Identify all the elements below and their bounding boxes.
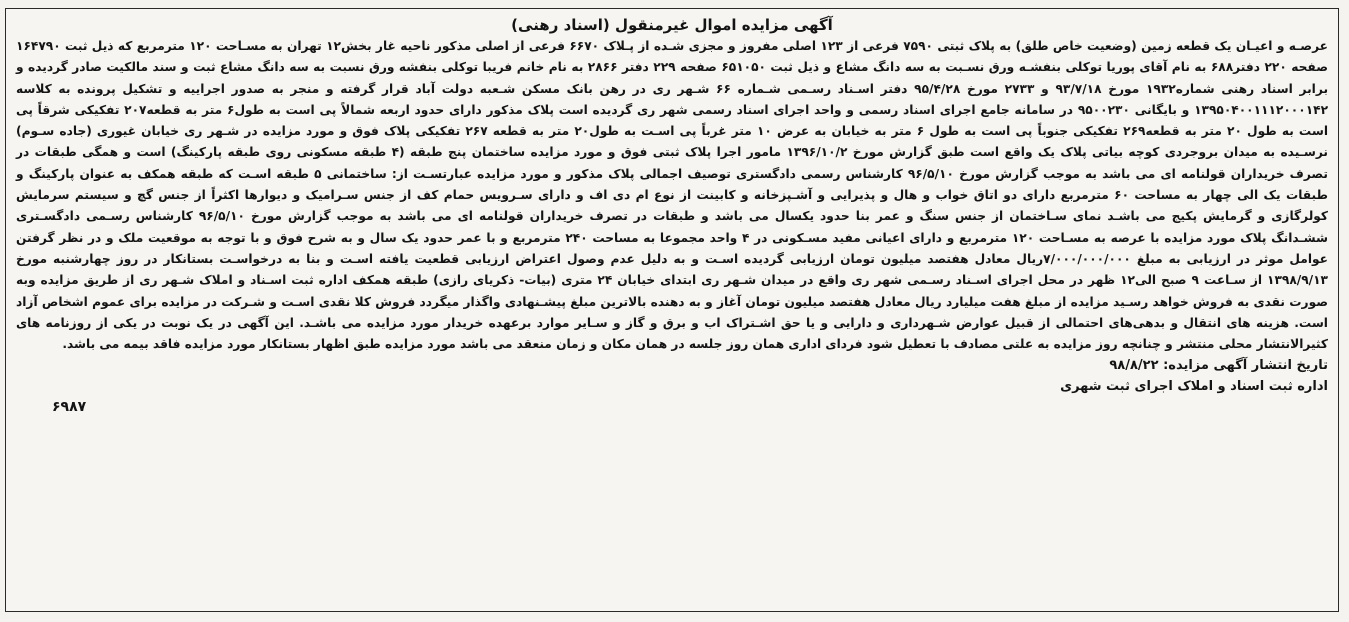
issuer-name: اداره ثبت اسناد و املاک اجرای ثبت شهری bbox=[1060, 379, 1328, 395]
publish-date: تاریخ انتشار آگهی مزایده: ۹۸/۸/۲۲ bbox=[1109, 358, 1328, 374]
notice-title: آگهی مزایده اموال غیرمنقول (اسناد رهنی) bbox=[511, 16, 833, 34]
auction-notice bbox=[12, 16, 1332, 608]
notice-body: عرصـه و اعیـان یک قطعه زمین (وضعیت خاص طلق) به پلاک ثبتی ۷۵۹۰ فرعی از ۱۲۳ اصلی مفروز و مجزی شـده از پـلاک ۶۶۷۰ فرعی از اصلی مذکور ناحیه غار بخش۱۲ تهران به مسـاحت ۱۲۰ مترمربع که ذیل ثبت ۱۶۴۷۹۰ صفحه ۲۲۰ دفتر۶۸۸ به نام آقای پوریا توکلی بنفشـه ورق نسـبت به سه دانگ مشاع و ذیل ثبت ۶۵۱۰۵۰ صفحه ۲۲۹ دفتر ۲۸۶۶ به نام خانم فریبا توکلی بنفشه ورق نسبت به سه دانگ مشاع ثبت و سند مالکیت صادر گردیده و برابر اسناد رهنی شماره۱۹۳۲ مورخ ۹۳/۷/۱۸ و ۲۷۳۳ مورخ ۹۵/۴/۲۸ دفتر اسـناد رسـمی شـماره ۶۶ شـهر ری در رهن بانک مسکن شـعبه دولت آباد قرار گرفته و منجر به صدور اجراییه و تشکیل پرونده به کلاسه ۱۳۹۵۰۴۰۰۱۱۱۲۰۰۰۱۴۲ و بایگانی ۹۵۰۰۲۳۰ در سامانه جامع اجرای اسناد رسمی و واحد اجرای اسناد رسمی شهر ری گردیده است پلاک مذکور دارای حدود اربعه شمالاً پی است به طول۶ متر به قطعه۲۰۷ تفکیکی شرقاً پی است به طول ۲۰ متر به قطعه۲۶۹ تفکیکی جنوباً پی است به طول ۶ متر به خیابان به عرض ۱۰ متر غرباً پی اسـت به طول۲۰ متر به قطعه ۲۶۷ تفکیکی پلاک فوق و مورد مزایده در شـهر ری خیابان غیوری (جاده سـوم) نرسـیده به میدان بروجردی کوچه بیاتی پلاک یک واقع است طبق گزارش مورخ ۱۳۹۶/۱۰/۲ مامور اجرا پلاک ثبتی فوق و مورد مزایده ساختمان پنج طبقه (۴ طبقه مسکونی روی طبقه پارکینگ) است و همگی طبقات در تصرف خریداران قولنامه ای می باشد به موجب گزارش مورخ ۹۶/۵/۱۰ کارشناس رسمی دادگستری توصیف اجمالی پلاک مذکور و مورد مزایده عبارتسـت از: ساختمانی ۵ طبقه اسـت که طبقه همکف به عنوان پارکینگ و طبقات یک الی چهار به مساحت ۶۰ مترمربع دارای دو اتاق خواب و هال و پذیرایی و آشـپزخانه و کابینت از نوع ام دی اف و دارای سـرویس حمام کف از جنس سـرامیک و دیوارها اکثراً از جنس گچ و سیستم سرمایش کولرگازی و گرمایش پکیج می باشـد نمای سـاختمان از جنس سنگ و عمر بنا حدود یکسال می باشد و طبقات در تصرف خریداران قولنامه ای می باشد به موجب گزارش مورخ ۹۶/۵/۱۰ کارشناس رسـمی دادگسـتری ششـدانگ پلاک مورد مزایده با عرصه به مسـاحت ۱۲۰ مترمربع و دارای اعیانی مفید مسـکونی در ۴ واحد مجموعا به مساحت ۲۴۰ مترمربع و با عمر حدود یک سال و به شرح فوق و با توجه به موقعیت ملک و در نظر گرفتن عوامل موثر در ارزیابی به مبلغ ۷/۰۰۰/۰۰۰/۰۰۰ریال معادل هفتصد میلیون تومان ارزیابی گردیده اسـت و به دلیل عدم وصول اعتراض ارزیابی قطعیت یافته اسـت و بنا به درخواسـت بستانکار در روز چهارشنبه مورخ ۱۳۹۸/۹/۱۳ از سـاعت ۹ صبح الی۱۲ ظهر در محل اجرای اسـناد رسـمی شهر ری واقع در میدان شـهر ری ابتدای خیابان ۲۴ متری (بیات- ذکریای رازی) طبقه همکف اداره ثبت اسـناد و املاک شـهر ری از طریق مزایده وبه صورت نقدی به فروش خواهد رسـید مزایده از مبلغ هفت میلیارد ریال معادل هفتصد میلیون تومان آغاز و به دهنده بالاترین مبلغ پیشـنهادی واگذار میگردد فروش کلا نقدی اسـت و شـرکت در مزایده برای عموم اشخاص آزاد است. هزینه های انتقال و بدهی‌های احتمالی از قبیل عوارض شـهرداری و دارایی و یا حق اشـتراک اب و برق و گاز و سـایر موارد برعهده خریدار مورد مزایده می باشـد. این آگهی در یک نوبت در یکی از روزنامه های کثیرالانتشار محلی منتشر و چنانچه روز مزایده به علتی مصادف با تعطیل شود فردای اداری همان روز جلسه در همان مکان و زمان منعقد می باشد مورد مزایده طبق اظهار بستانکار مورد مزایده فاقد بیمه می باشد. bbox=[16, 39, 1329, 352]
notice-code: ۶۹۸۷ bbox=[52, 399, 87, 416]
signature-row bbox=[12, 376, 1332, 397]
